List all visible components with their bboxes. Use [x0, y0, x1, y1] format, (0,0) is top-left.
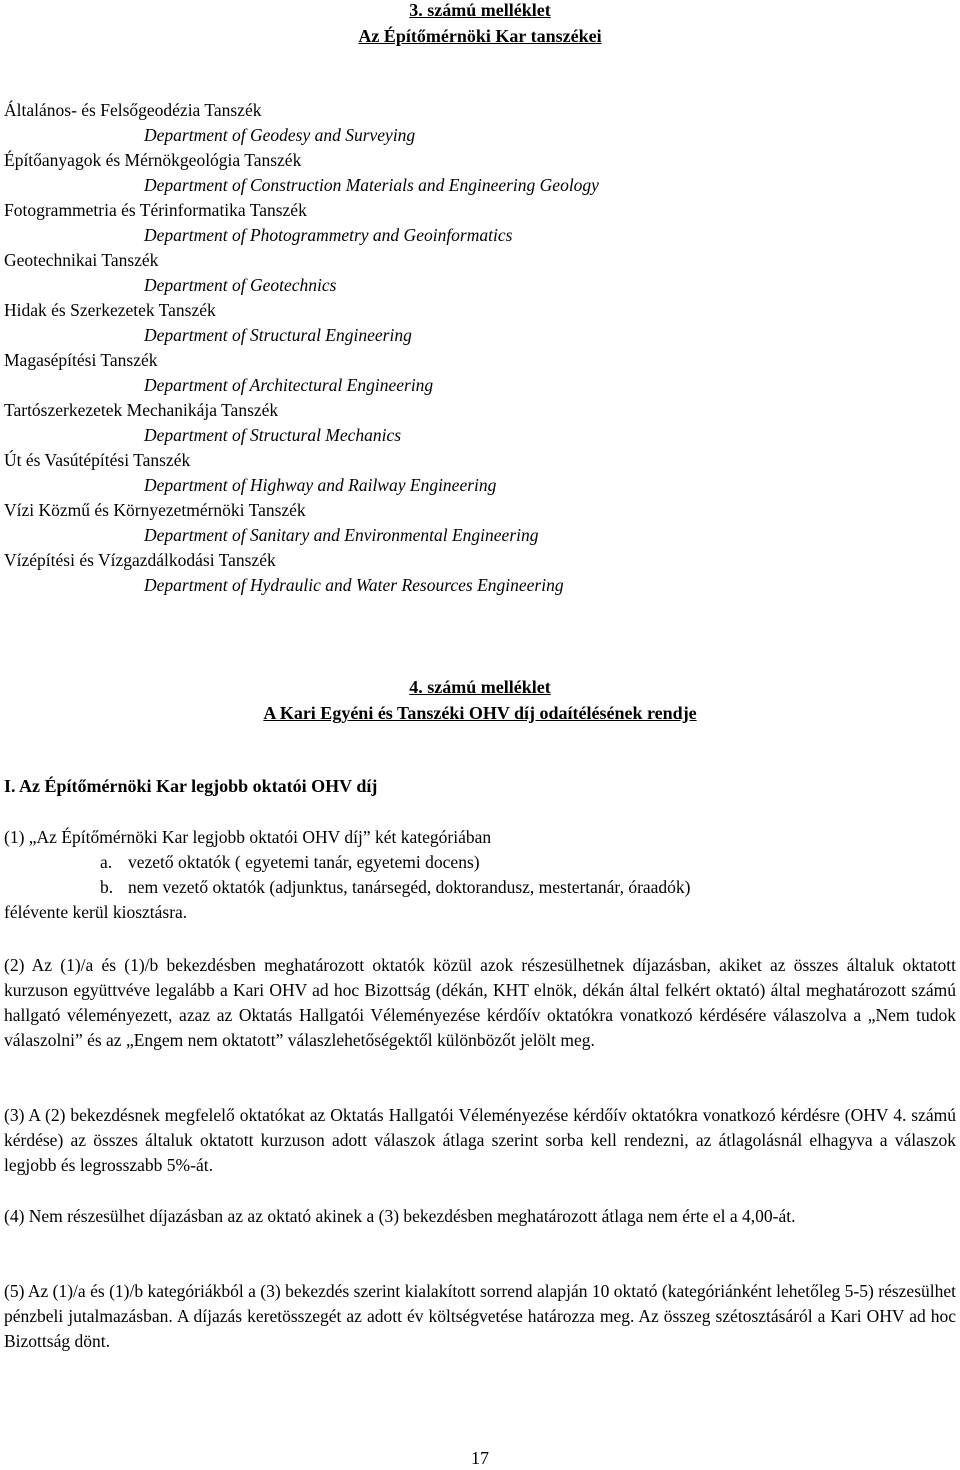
department-hu: Építőanyagok és Mérnökgeológia Tanszék: [4, 150, 302, 170]
list-item-a: vezető oktatók ( egyetemi tanár, egyetemi docens): [128, 852, 480, 872]
paragraph-1-tail: félévente kerül kiosztásra.: [4, 902, 188, 922]
paragraph-2: (2) Az (1)/a és (1)/b bekezdésben meghatározott oktatók közül azok részesülhetnek díjazásban, akiket az összes általuk oktatott kurzuson együttvéve legalább a Kari OHV ad hoc Bizottság (dékán, KHT elnök, dékán által felkért oktató) által meghatározott számú hallgató véleményezett, azaz az Oktatás Hallgatói Véleményezése kérdőív oktatókra vonatkozó kérdésére válaszolva a „Nem tudok válaszolni” és az „Engem nem oktatott” válaszlehetőségektől különbözőt jelölt meg.: [4, 955, 956, 1050]
department-en: Department of Geodesy and Surveying: [144, 125, 416, 145]
department-hu: Hidak és Szerkezetek Tanszék: [4, 300, 216, 320]
list-item-b: nem vezető oktatók (adjunktus, tanársegéd, doktorandusz, mestertanár, óraadók): [128, 877, 691, 897]
department-en: Department of Structural Mechanics: [144, 425, 402, 445]
department-hu: Vízi Közmű és Környezetmérnöki Tanszék: [4, 500, 306, 520]
paragraph-5: (5) Az (1)/a és (1)/b kategóriákból a (3) bekezdés szerint kialakított sorrend alapján 10 oktató (kategóriánként lehetőleg 5-5) részesülhet pénzbeli jutalmazásban. A díjazás keretösszegét az adott év költségvetése határozza meg. Az összeg szétosztásáról a Kari OHV ad hoc Bizottság dönt.: [4, 1281, 956, 1351]
department-hu: Út és Vasútépítési Tanszék: [4, 450, 191, 470]
department-en: Department of Sanitary and Environmental Engineering: [144, 525, 539, 545]
department-en: Department of Geotechnics: [144, 275, 337, 295]
annex4-number: 4. számú melléklet: [409, 677, 551, 697]
list-label-a: a.: [100, 852, 113, 872]
department-hu: Fotogrammetria és Térinformatika Tanszék: [4, 200, 307, 220]
annex3-title: Az Építőmérnöki Kar tanszékei: [358, 26, 602, 46]
department-en: Department of Photogrammetry and Geoinformatics: [144, 225, 513, 245]
department-hu: Vízépítési és Vízgazdálkodási Tanszék: [4, 550, 276, 570]
section-title: I. Az Építőmérnöki Kar legjobb oktatói OHV díj: [4, 776, 378, 796]
annex3-number: 3. számú melléklet: [409, 0, 551, 20]
paragraph-1-lead: (1) „Az Építőmérnöki Kar legjobb oktatói OHV díj” két kategóriában: [4, 827, 492, 847]
department-hu: Geotechnikai Tanszék: [4, 250, 159, 270]
department-hu: Tartószerkezetek Mechanikája Tanszék: [4, 400, 279, 420]
department-en: Department of Construction Materials and Engineering Geology: [144, 175, 599, 195]
department-en: Department of Architectural Engineering: [144, 375, 434, 395]
paragraph-3: (3) A (2) bekezdésnek megfelelő oktatókat az Oktatás Hallgatói Véleményezése kérdőív oktatókra vonatkozó kérdésre (OHV 4. számú kérdése) az összes általuk oktatott kurzuson adott válaszok átlaga szerint sorba kell rendezni, az átlagolásnál elhagyva a válaszok legjobb és legrosszabb 5%-át.: [4, 1105, 956, 1175]
department-hu: Magasépítési Tanszék: [4, 350, 158, 370]
department-en: Department of Hydraulic and Water Resources Engineering: [144, 575, 564, 595]
list-label-b: b.: [100, 877, 114, 897]
annex4-title: A Kari Egyéni és Tanszéki OHV díj odaítélésének rendje: [263, 703, 697, 723]
department-en: Department of Structural Engineering: [144, 325, 412, 345]
department-hu: Általános- és Felsőgeodézia Tanszék: [4, 100, 262, 120]
department-en: Department of Highway and Railway Engineering: [144, 475, 497, 495]
page-number: 17: [471, 1448, 489, 1468]
paragraph-4: (4) Nem részesülhet díjazásban az az oktató akinek a (3) bekezdésben meghatározott átlaga nem érte el a 4,00-át.: [4, 1206, 796, 1226]
